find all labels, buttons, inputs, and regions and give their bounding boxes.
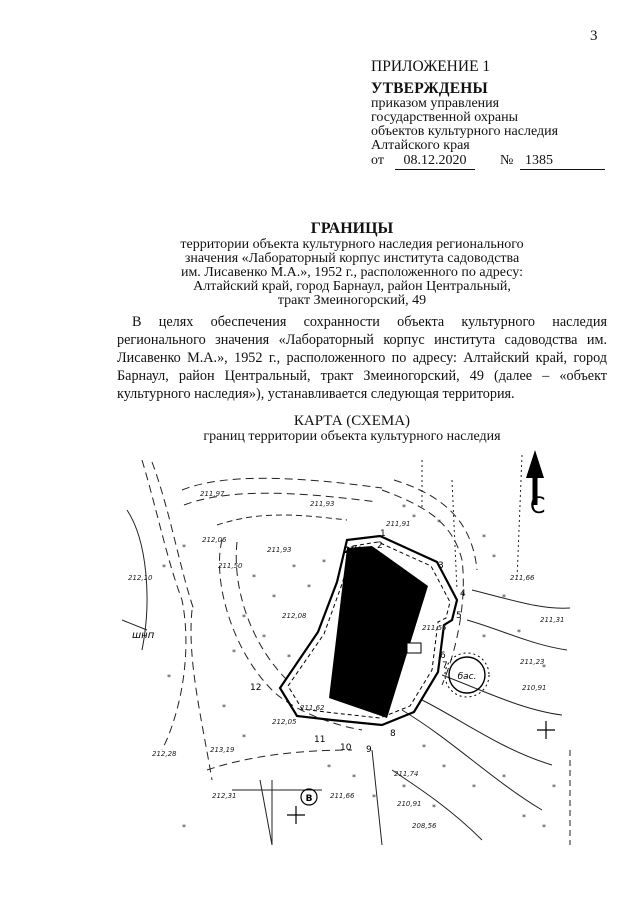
elevation-label: 211,93 [267, 546, 292, 554]
vertex-label: 2 [377, 541, 383, 551]
svg-text:*: * [442, 763, 446, 772]
vertex-label: 3 [438, 561, 444, 571]
svg-text:*: * [542, 823, 546, 832]
order-date: 08.12.2020 [395, 153, 475, 170]
elevation-label: 212,31 [212, 792, 237, 800]
subtitle-line: значения «Лабораторный корпус института садоводства [184, 251, 520, 266]
building-footprint [329, 546, 428, 718]
svg-text:*: * [287, 653, 291, 662]
order-line: государственной охраны [371, 110, 519, 125]
svg-text:*: * [182, 543, 186, 552]
svg-text:*: * [502, 773, 506, 782]
order-line: приказом управления [371, 96, 500, 111]
well-label: В [305, 794, 313, 804]
elevation-label: 211,97 [200, 490, 225, 498]
svg-text:*: * [327, 763, 331, 772]
svg-text:*: * [412, 513, 416, 522]
vertex-label: 8 [390, 729, 396, 739]
subtitle-line: Алтайский край, город Барнаул, район Центральный, [193, 279, 511, 294]
svg-text:*: * [252, 573, 256, 582]
elevation-label: 212,05 [272, 718, 297, 726]
elevation-label: 211,93 [310, 500, 335, 508]
elevation-label: 212,06 [202, 536, 227, 544]
subtitle-line: им. Лисавенко М.А.», 1952 г., расположенного по адресу: [180, 265, 524, 280]
north-label: С [530, 494, 546, 519]
svg-text:*: * [182, 823, 186, 832]
subtitle-line: территории объекта культурного наследия регионального [180, 237, 524, 252]
svg-text:*: * [292, 563, 296, 572]
elevation-label: 213,19 [210, 746, 235, 754]
vertex-label: 1 [380, 529, 386, 539]
svg-text:*: * [162, 563, 166, 572]
svg-text:*: * [437, 518, 441, 527]
order-number: 1385 [520, 153, 605, 170]
number-prefix: № [500, 153, 514, 168]
street-label: шнп [132, 630, 155, 641]
appendix-label: ПРИЛОЖЕНИЕ 1 [371, 58, 491, 75]
map-subtitle: границ территории объекта культурного наследия [203, 429, 501, 444]
vertex-label: 7 [442, 661, 448, 671]
svg-text:*: * [517, 628, 521, 637]
order-line: Алтайского края [371, 138, 470, 153]
svg-text:*: * [242, 733, 246, 742]
svg-text:*: * [402, 783, 406, 792]
body-paragraph [117, 313, 607, 403]
building-label: 2Ж [344, 546, 362, 556]
subtitle-line: тракт Змеиногорский, 49 [277, 293, 427, 308]
svg-text:*: * [352, 773, 356, 782]
elevation-label: 211,23 [520, 658, 545, 666]
boundary-map [122, 450, 572, 845]
vertex-label: 6 [440, 651, 446, 661]
svg-text:*: * [232, 648, 236, 657]
elevation-label: 211,66 [510, 574, 535, 582]
svg-text:*: * [372, 793, 376, 802]
elevation-label: 208,56 [412, 822, 437, 830]
grid-cross-icon [287, 806, 305, 824]
elevation-label: 212,10 [128, 574, 153, 582]
svg-text:*: * [552, 783, 556, 792]
vertex-label: 5 [456, 611, 462, 621]
order-line: объектов культурного наследия [371, 124, 559, 139]
vertex-label: 9 [366, 745, 372, 755]
svg-text:*: * [482, 533, 486, 542]
svg-text:*: * [522, 813, 526, 822]
svg-text:*: * [502, 593, 506, 602]
page-number: 3 [590, 28, 598, 44]
svg-text:*: * [222, 703, 226, 712]
elevation-label: 212,08 [282, 612, 307, 620]
elevation-label: 211,62 [300, 704, 325, 712]
document-title: ГРАНИЦЫ [310, 220, 394, 237]
elevation-label: 211,91 [386, 520, 411, 528]
elevation-label: 211,56 [422, 624, 447, 632]
date-prefix: от [371, 153, 384, 168]
map-svg [122, 450, 572, 845]
map-title: КАРТА (СХЕМА) [293, 413, 411, 429]
svg-text:*: * [322, 558, 326, 567]
svg-text:*: * [432, 803, 436, 812]
elevation-label: 210,91 [522, 684, 547, 692]
elevation-label: 212,28 [152, 750, 177, 758]
svg-text:*: * [272, 593, 276, 602]
elevation-label: 211,66 [330, 792, 355, 800]
svg-text:*: * [402, 503, 406, 512]
svg-text:*: * [307, 583, 311, 592]
svg-text:*: * [167, 673, 171, 682]
svg-text:*: * [542, 663, 546, 672]
svg-text:*: * [472, 783, 476, 792]
elevation-label: 211,74 [394, 770, 419, 778]
grid-cross-icon [537, 721, 555, 739]
elevation-label: 211,50 [218, 562, 243, 570]
paragraph-text: В целях обеспечения сохранности объекта культурного наследия регионального значения «Лабораторный корпус института садоводства им. Лисавенко М.А.», 1952 г., расположенного по адресу: Алтайский край, город Барнаул, район Центральный, тракт Змеиногорский, 49 (далее – «объект культурного наследия»), устанавливается следующая территория. [117, 314, 607, 402]
tank-label: бас. [457, 672, 477, 682]
elevation-label: 211,31 [540, 616, 565, 624]
vertex-label: 4 [460, 589, 466, 599]
svg-text:*: * [492, 553, 496, 562]
svg-text:*: * [262, 633, 266, 642]
svg-text:*: * [242, 613, 246, 622]
approved-label: УТВЕРЖДЕНЫ [371, 80, 488, 97]
vertex-label: 12 [250, 683, 262, 693]
elevation-label: 210,91 [397, 800, 422, 808]
vertex-label: 11 [314, 735, 326, 745]
svg-text:*: * [422, 743, 426, 752]
porch-icon [407, 643, 421, 653]
vertex-label: 10 [340, 743, 352, 753]
svg-text:*: * [482, 633, 486, 642]
